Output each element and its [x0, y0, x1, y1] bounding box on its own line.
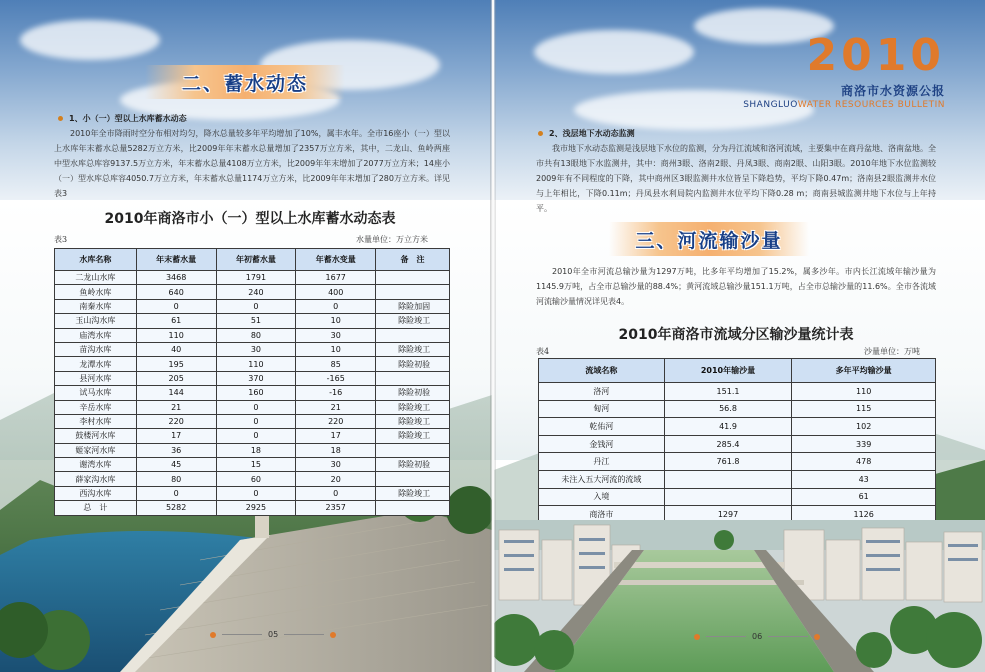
table-row: [55, 443, 450, 457]
table-cell: 除险初验: [376, 386, 450, 400]
table3-title: 2010年商洛市小（一）型以上水库蓄水动态表: [104, 211, 396, 227]
table3-unit: 水量单位：万立方米: [356, 235, 428, 244]
table-cell: 甸河: [539, 400, 665, 418]
column-header: 年初蓄水量: [216, 249, 296, 271]
table-cell: 339: [792, 435, 936, 453]
table-header-row: [55, 249, 450, 271]
table-cell: 41.9: [664, 418, 792, 436]
table-cell: 30: [216, 342, 296, 356]
table-row: [539, 418, 936, 436]
table-cell: 除险加固: [376, 299, 450, 313]
column-header: 2010年输沙量: [664, 359, 792, 383]
table-cell: 36: [136, 443, 216, 457]
table-cell: 0: [216, 414, 296, 428]
table-row: [539, 453, 936, 471]
table-cell: 丹江: [539, 453, 665, 471]
column-header: 多年平均输沙量: [792, 359, 936, 383]
table4-unit: 沙量单位：万吨: [864, 347, 920, 356]
table-cell: 40: [136, 342, 216, 356]
table-cell: 未注入五大河流的流域: [539, 470, 665, 488]
table-cell: 1297: [664, 506, 792, 524]
table-cell: [664, 488, 792, 506]
table4-title: 2010年商洛市流域分区输沙量统计表: [618, 327, 854, 343]
table-cell: 160: [216, 386, 296, 400]
table-row: [55, 386, 450, 400]
divider: [768, 636, 808, 637]
divider: [222, 634, 262, 635]
table-cell: 640: [136, 285, 216, 299]
table-cell: 除险竣工: [376, 400, 450, 414]
table-cell: 玉山沟水库: [55, 314, 137, 328]
table-row: [539, 435, 936, 453]
brand-en-part1: SHANGLUO: [743, 100, 798, 110]
table-cell: 1677: [296, 271, 376, 285]
paragraph-text: 2010年全市降雨时空分布相对均匀，降水总量较多年平均增加了10%，属丰水年。全市16座小（一）型以上水库年末蓄水总量5282万立方米，比2009年年末蓄水总量增加了2357万立方米，其中，二龙山、鱼岭两座中型水库总库容9137.5万立方米，年末蓄水总量4108万立方米，比2009年年末增加了2077万立方米；14座小（一）型水库总库容4050.7万立方米，年末蓄水总量1174万立方米，比2009年年末增加了280万立方米。详见表3: [54, 129, 450, 198]
section-title: 二、蓄水动态: [181, 72, 308, 95]
table-row: [55, 472, 450, 486]
section-title: 三、河流输沙量: [635, 229, 783, 252]
table-cell: 除险竣工: [376, 486, 450, 500]
table-cell: 庙湾水库: [55, 328, 137, 342]
table-cell: 102: [792, 418, 936, 436]
table-cell: 220: [136, 414, 216, 428]
table-cell: [376, 501, 450, 515]
page-number: 06: [752, 632, 763, 641]
table-cell: 洛河: [539, 383, 665, 401]
subsection-heading: [538, 128, 635, 139]
table-cell: 110: [216, 357, 296, 371]
table-cell: 1126: [792, 506, 936, 524]
table-cell: 县河水库: [55, 371, 137, 385]
table-cell: 0: [216, 299, 296, 313]
table-cell: 400: [296, 285, 376, 299]
paragraph-text: 2010年全市河流总输沙量为1297万吨，比多年平均增加了15.2%，属多沙年。市内长江流域年输沙量为1145.9万吨，占全市总输沙量的88.4%；黄河流域总输沙量151.1万吨，占全市总输沙量的11.6%。全市各流域河流输沙量情况详见表4。: [536, 267, 936, 306]
column-header: 流域名称: [539, 359, 665, 383]
table-cell: 220: [296, 414, 376, 428]
table-cell: [376, 371, 450, 385]
table-cell: 鼓楼河水库: [55, 429, 137, 443]
table-cell: 45: [136, 458, 216, 472]
table-row: [55, 414, 450, 428]
table-cell: 西沟水库: [55, 486, 137, 500]
table-row: [55, 299, 450, 313]
groundwater-paragraph: [536, 141, 936, 216]
table-cell: 试马水库: [55, 386, 137, 400]
table-cell: 85: [296, 357, 376, 371]
table-cell: 18: [296, 443, 376, 457]
table-row: [539, 470, 936, 488]
table-cell: 乾佑河: [539, 418, 665, 436]
brand-year: 2010: [806, 30, 945, 81]
page-dot-icon: [330, 632, 336, 638]
bullet-icon: [538, 131, 543, 136]
table-cell: 10: [296, 342, 376, 356]
table-cell: 0: [136, 486, 216, 500]
table-cell: 761.8: [664, 453, 792, 471]
page-number: 05: [268, 630, 279, 639]
table-cell: 205: [136, 371, 216, 385]
left-page: [0, 0, 492, 672]
table-cell: 2925: [216, 501, 296, 515]
table-cell: 0: [216, 429, 296, 443]
city-river-photo: [494, 520, 985, 672]
table-cell: 478: [792, 453, 936, 471]
table-cell: [376, 443, 450, 457]
table-cell: 鱼岭水库: [55, 285, 137, 299]
page-number-left: [210, 630, 336, 639]
storage-paragraph: [54, 126, 450, 201]
section-header-sediment: [609, 222, 809, 256]
table-cell: 除险竣工: [376, 314, 450, 328]
sediment-table: [538, 358, 936, 524]
table-cell: 17: [296, 429, 376, 443]
page-dot-icon: [814, 634, 820, 640]
table-cell: 17: [136, 429, 216, 443]
brand-en-part2: WATER RESOURCES BULLETIN: [797, 100, 945, 110]
table-row: [539, 488, 936, 506]
bulletin-brand: [743, 30, 945, 110]
table-cell: 56.8: [664, 400, 792, 418]
table-cell: 2357: [296, 501, 376, 515]
table-cell: 370: [216, 371, 296, 385]
table-cell: 285.4: [664, 435, 792, 453]
subsection-title: 2、浅层地下水动态监测: [549, 129, 635, 138]
table-row: [55, 285, 450, 299]
table-cell: 除险竣工: [376, 414, 450, 428]
table-cell: -165: [296, 371, 376, 385]
table-cell: 151.1: [664, 383, 792, 401]
cloud: [534, 30, 694, 74]
table-row: [539, 400, 936, 418]
table-cell: 61: [136, 314, 216, 328]
table-row: [55, 400, 450, 414]
table-header-row: [539, 359, 936, 383]
table-row: [55, 371, 450, 385]
table-row: [55, 328, 450, 342]
table3-label: 表3: [54, 235, 68, 244]
table-cell: 入境: [539, 488, 665, 506]
table-cell: 龙潭水库: [55, 357, 137, 371]
table-cell: 20: [296, 472, 376, 486]
table-cell: 21: [136, 400, 216, 414]
table-cell: 3468: [136, 271, 216, 285]
page-number-right: [694, 632, 820, 641]
table-cell: [376, 271, 450, 285]
table-cell: 总 计: [55, 501, 137, 515]
table-cell: 0: [296, 486, 376, 500]
table-cell: 21: [296, 400, 376, 414]
column-header: 水库名称: [55, 249, 137, 271]
column-header: 年蓄水变量: [296, 249, 376, 271]
brand-title-cn: 商洛市水资源公报: [840, 84, 945, 98]
table-cell: 5282: [136, 501, 216, 515]
sediment-paragraph: [536, 264, 936, 309]
section-header-storage: [145, 65, 345, 99]
table-cell: [664, 470, 792, 488]
table-cell: 除险初验: [376, 357, 450, 371]
table-cell: 18: [216, 443, 296, 457]
table-cell: 商洛市: [539, 506, 665, 524]
table-cell: 二龙山水库: [55, 271, 137, 285]
cloud: [20, 20, 160, 60]
table-cell: 除险竣工: [376, 429, 450, 443]
table-cell: 144: [136, 386, 216, 400]
table-cell: 43: [792, 470, 936, 488]
table-cell: 李村水库: [55, 414, 137, 428]
table-total-row: [55, 501, 450, 515]
table-cell: [376, 472, 450, 486]
table-cell: 除险初验: [376, 458, 450, 472]
table-cell: 80: [136, 472, 216, 486]
table-row: [539, 383, 936, 401]
brand-title-en: [743, 100, 945, 110]
table-row: [55, 458, 450, 472]
table-cell: 0: [296, 299, 376, 313]
table-cell: 110: [136, 328, 216, 342]
table-row: [55, 357, 450, 371]
table-cell: 0: [216, 486, 296, 500]
divider: [706, 636, 746, 637]
table-cell: 1791: [216, 271, 296, 285]
bullet-icon: [58, 116, 63, 121]
right-page: [494, 0, 985, 672]
table-cell: 除险竣工: [376, 342, 450, 356]
table-row: [55, 342, 450, 356]
table-cell: 薛家沟水库: [55, 472, 137, 486]
paragraph-text: 我市地下水动态监测是浅层地下水位的监测，分为丹江流域和洛河流域，主要集中在商丹盆地、洛南盆地。全市共有13眼地下水监测井，其中：商州3眼、洛南2眼、丹凤3眼、商南2眼、山阳3眼。2010年地下水位监测较2009年有不同程度的下降，其中商州区3眼监测井水位皆呈下降趋势，平均下降0.47m；洛南县2眼监测井水位与上年相比，下降0.11m；丹凤县水利局院内监测井水位平均下降0.28 m；商南县城监测井地下水位与上年持平。: [536, 144, 936, 213]
subsection-title: 1、小（一）型以上水库蓄水动态: [69, 114, 187, 123]
page-dot-icon: [210, 632, 216, 638]
subsection-heading: [58, 113, 187, 124]
table-cell: 南秦水库: [55, 299, 137, 313]
page-gutter: [490, 0, 496, 672]
table-cell: 15: [216, 458, 296, 472]
table-cell: 51: [216, 314, 296, 328]
table-cell: 姬家河水库: [55, 443, 137, 457]
table-cell: 谢湾水库: [55, 458, 137, 472]
column-header: 年末蓄水量: [136, 249, 216, 271]
table-cell: 30: [296, 328, 376, 342]
table-cell: 30: [296, 458, 376, 472]
table-cell: 10: [296, 314, 376, 328]
table-cell: 110: [792, 383, 936, 401]
table-cell: 60: [216, 472, 296, 486]
table-cell: [376, 285, 450, 299]
table-row: [55, 429, 450, 443]
table-cell: 61: [792, 488, 936, 506]
table4-label: 表4: [536, 347, 550, 356]
table-cell: 0: [216, 400, 296, 414]
table-cell: -16: [296, 386, 376, 400]
table-row: [55, 314, 450, 328]
table-cell: 金钱河: [539, 435, 665, 453]
table-cell: 115: [792, 400, 936, 418]
table-cell: [376, 328, 450, 342]
table-cell: 苗沟水库: [55, 342, 137, 356]
column-header: 备 注: [376, 249, 450, 271]
table-row: [55, 271, 450, 285]
page-dot-icon: [694, 634, 700, 640]
table-cell: 辛岳水库: [55, 400, 137, 414]
table-cell: 195: [136, 357, 216, 371]
table-cell: 240: [216, 285, 296, 299]
divider: [284, 634, 324, 635]
table-cell: 0: [136, 299, 216, 313]
table-row: [55, 486, 450, 500]
table-cell: 80: [216, 328, 296, 342]
reservoir-storage-table: [54, 248, 450, 516]
